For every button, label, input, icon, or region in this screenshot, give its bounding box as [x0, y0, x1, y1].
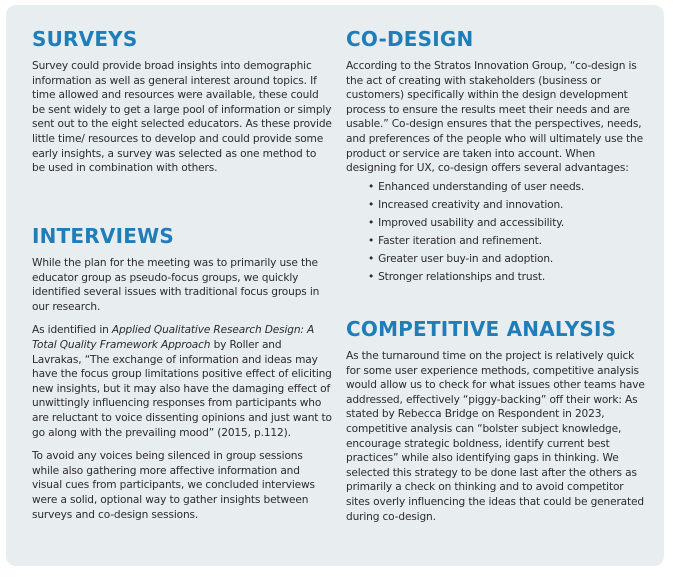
codesign-heading: CO-DESIGN — [346, 27, 474, 51]
codesign-section — [346, 27, 646, 286]
surveys-body: Survey could provide broad insights into demographic information as well as general interest around topics. If time allowed and resources were available, these could be sent widely to get a large pool of information or simply sent out to the eight selected educators. As these provide little time/ resources to develop and could provide some early insights, a survey was selected as one method to be used in combination with others. — [32, 60, 332, 175]
interviews-paragraph-2-prefix: As identified in — [32, 324, 112, 337]
competitive-analysis-section — [346, 317, 646, 524]
methods-card — [6, 5, 664, 566]
interviews-paragraph-3: To avoid any voices being silenced in group sessions while also gathering more affective information and visual cues from participants, we concluded interviews were a solid, optional way to gather insights between surveys and co-design sessions. — [32, 450, 315, 521]
book-title: Applied Qualitative Research Design: A Total Quality Framework Approach — [32, 324, 315, 351]
surveys-section — [32, 27, 332, 176]
advantage-item: • Enhanced understanding of user needs. — [368, 178, 646, 196]
codesign-advantages-list — [346, 178, 646, 286]
interviews-paragraph-1: While the plan for the meeting was to primarily use the educator group as pseudo-focus groups, we quickly identified several issues with traditional focus groups in our research. — [32, 257, 320, 313]
advantage-item: • Increased creativity and innovation. — [368, 196, 646, 214]
interviews-paragraph-2-quote: by Roller and Lavrakas, “The exchange of information and ideas may have the focus group limitations positive effect of eliciting new insights, but it may also have the damaging effect of unwittingly influencing responses from participants who are reluctant to voice dissenting opinions and just want to go along with the prevailing mood” (2015, p.112). — [32, 338, 332, 439]
advantage-item: • Improved usability and accessibility. — [368, 214, 646, 232]
competitive-analysis-body: As the turnaround time on the project is relatively quick for some user experience methods, competitive analysis would allow us to check for what issues other teams have addressed, effectively “piggy-backing” off their work: As stated by Rebecca Bridge on Respondent in 2023, competitive analysis can “bolster subject knowledge, encourage strategic boldness, identify current best practices” while also identifying gaps in thinking. We selected this strategy to be done last after the others as primarily a check on thinking and to avoid competitor sites overly influencing the ideas that could be generated during co-design. — [346, 350, 645, 523]
competitive-analysis-heading: COMPETITIVE ANALYSIS — [346, 317, 617, 341]
advantage-item: • Stronger relationships and trust. — [368, 268, 646, 286]
interviews-heading: INTERVIEWS — [32, 224, 174, 248]
advantage-item: • Greater user buy-in and adoption. — [368, 250, 646, 268]
interviews-paragraph-2 — [32, 323, 332, 440]
advantage-item: • Faster iteration and refinement. — [368, 232, 646, 250]
codesign-body: According to the Stratos Innovation Group, “co-design is the act of creating with stakeholders (business or customers) specifically within the design development process to ensure the results meet their needs and are usable.” Co-design ensures that the perspectives, needs, and preferences of the people who will ultimately use the product or service are taken into account. When designing for UX, co-design offers several advantages: — [346, 60, 643, 175]
interviews-section — [32, 224, 332, 522]
surveys-heading: SURVEYS — [32, 27, 138, 51]
